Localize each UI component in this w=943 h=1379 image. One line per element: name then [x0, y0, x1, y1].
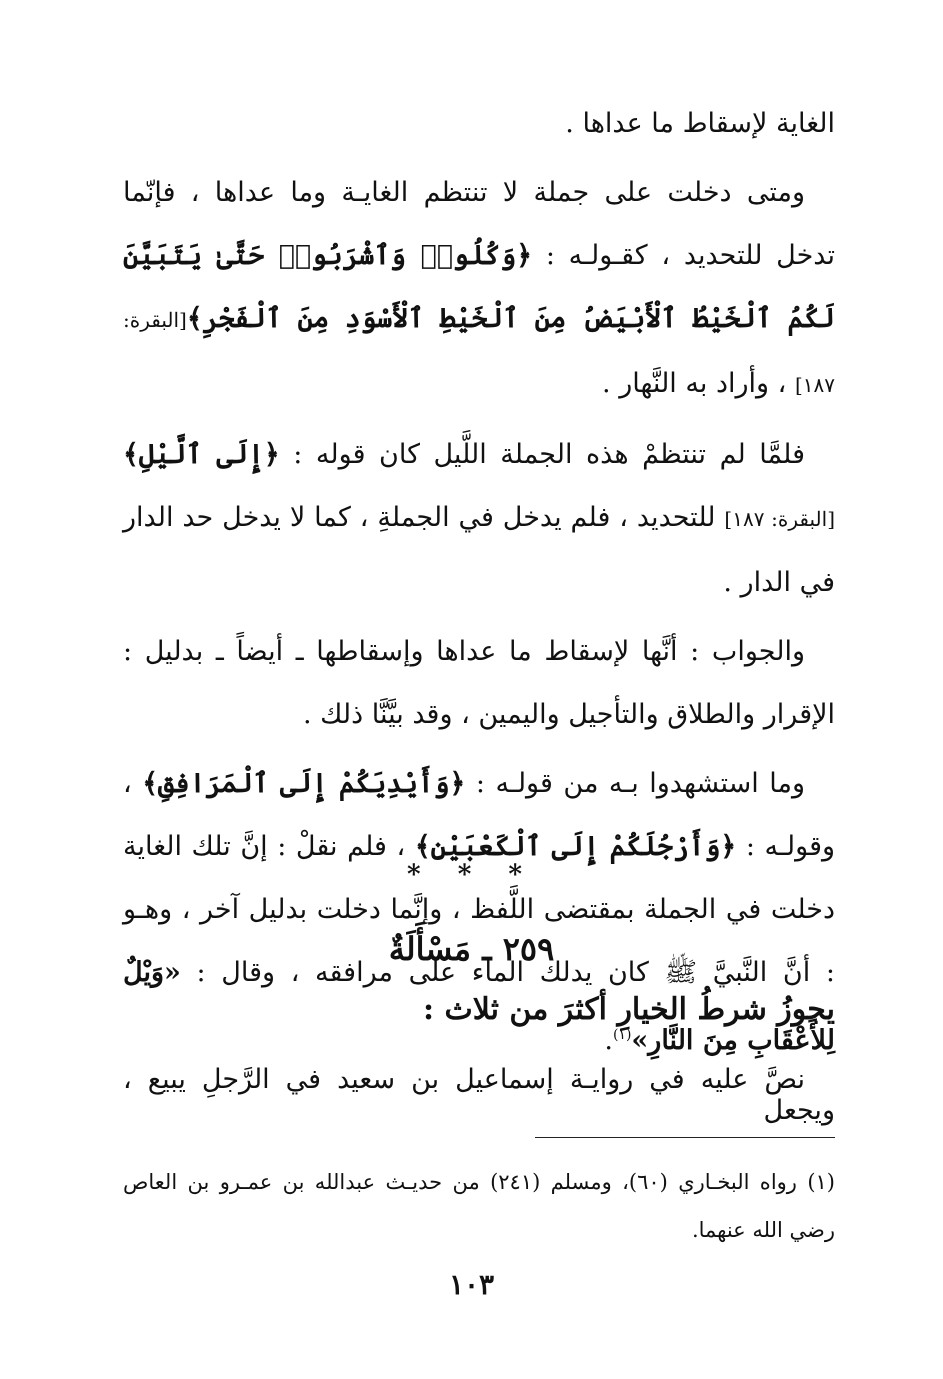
footnote-number: (١): [807, 1170, 835, 1194]
paragraph-2: ومتى دخلت على جملة لا تنتظم الغايـة وما عداها ، فإنّما تدخل للتحديد ، كقـولـه : ﴿وَكُلُوا۟ وَٱشْرَبُوا۟ حَتَّىٰ يَتَبَيَّنَ لَكُمُ ٱلْخَيْطُ ٱلْأَبْيَضُ مِنَ ٱلْخَيْطِ ٱلْأَسْوَدِ مِنَ ٱلْفَجْرِ﴾[البقرة: ١٨٧] ، وأراد به النَّهار .: [123, 177, 835, 399]
page-number: ١٠٣: [448, 1268, 495, 1301]
quran-verse: ﴿وَكُلُوا۟ وَٱشْرَبُوا۟ حَتَّىٰ يَتَبَيَّنَ لَكُمُ ٱلْخَيْطُ ٱلْأَبْيَضُ مِنَ ٱلْخَيْطِ ٱلْأَسْوَدِ مِنَ ٱلْفَجْرِ﴾: [123, 240, 835, 334]
footnote: [123, 1158, 835, 1254]
hadith-quote: «وَيْلٌ لِلأَعْقَابِ مِنَ النَّارِ»: [123, 957, 835, 1056]
section-subheading: يجوزُ شرطُ الخيارِ أكثرَ من ثلاث :: [422, 992, 835, 1027]
paragraph-5: وما استشهدوا بـه من قولـه : ﴿وَأَيْدِيَكُمْ إِلَى ٱلْمَرَافِقِ﴾ ، وقولـه : ﴿وَأَرْجُلَكُمْ إِلَى ٱلْكَعْبَيْنِ﴾ ، فلم نقلْ : إنَّ تلك الغاية دخلت في الجملة بمقتضى اللَّفظ ، وإنَّما دخلت بدليل آخر ، وهـو : أنَّ النَّبيَّ ﷺ كان يدلك الماء على مرافقه ، وقال : «وَيْلٌ لِلأَعْقَابِ مِنَ النَّارِ»$^{(١)}$.: [123, 768, 836, 1056]
footnote-text: رواه البخـاري (٦٠)، ومسلم (٢٤١) من حديـث عبدالله بن عمـرو بن العاص رضي الله عنهما.: [123, 1170, 835, 1242]
section-paragraph: نصَّ عليه في روايـة إسماعيل بن سعيد في الرَّجلِ يبيع ، ويجعل: [123, 1064, 835, 1126]
footnote-marker: (١): [612, 1027, 632, 1043]
section-title: مَسْأَلَةٌ: [388, 930, 472, 968]
quran-verse: ﴿وَأَرْجُلَكُمْ إِلَى ٱلْكَعْبَيْنِ﴾: [414, 831, 737, 862]
footnote-divider: [535, 1137, 835, 1138]
paragraph-4: والجواب : أنَّها لإسقاط ما عداها وإسقاطها ـ أيضاً ـ بدليل : الإقرار والطلاق والتأجيل واليمين ، وقد بيَّنَّا ذلك .: [123, 636, 835, 730]
section-number: ٢٥٩: [502, 930, 555, 968]
quran-verse: ﴿وَأَيْدِيَكُمْ إِلَى ٱلْمَرَافِقِ﴾: [142, 768, 466, 799]
quran-verse: ﴿إِلَى ٱلَّيْلِ﴾: [123, 439, 280, 470]
verse-reference: [البقرة: ١٨٧]: [724, 507, 835, 531]
paragraph-3: فلمَّا لم تنتظمْ هذه الجملة اللَّيل كان قوله : ﴿إِلَى ٱلَّيْلِ﴾[البقرة: ١٨٧] للتحديد ، فلم يدخل في الجملةِ ، كما لا يدخل حد الدار في الدار .: [123, 439, 835, 598]
section-separator: * * *: [407, 860, 536, 890]
section-heading: ٢٥٩ ـ مَسْأَلَةٌ: [388, 930, 555, 968]
verse-reference: [البقرة: ١٨٧]: [123, 308, 835, 397]
paragraph-1: الغاية لإسقاط ما عداها .: [565, 108, 835, 139]
